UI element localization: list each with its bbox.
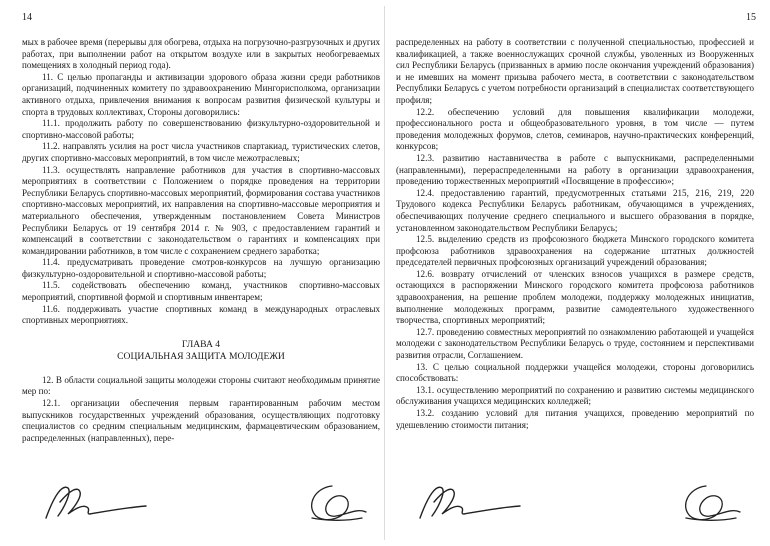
paragraph: 12.7. проведению совместных мероприятий по ознакомлению работающей и учащейся молодежи с законодательством Республики Беларусь о труде, состоянием и перспективами развития отрасли, Соглашением. <box>396 326 754 361</box>
signature-left-1 <box>42 478 152 528</box>
signature-left-2 <box>292 478 372 528</box>
paragraph: 12.2. обеспечению условий для повышения квалификации молодежи, профессионального роста и общеобразовательного уровня, в том числе — путем проведения молодежных форумов, слетов, семинаров, научно-практических конференций, конкурсов; <box>396 106 754 152</box>
paragraph: 12.3. развитию наставничества в работе с выпускниками, распределенными (направленными), перераспределенными на работу в организации здравоохранения, проведению торжественных мероприятий «Посвящение в профессию»; <box>396 152 754 187</box>
paragraph: мых в рабочее время (перерывы для обогрева, отдыха на погрузочно-разгрузочных и других работах, при выполнении работ на открытом воздухе или в закрытых необогреваемых помещениях в холодный период года). <box>22 37 380 71</box>
paragraph: 12.5. выделению средств из профсоюзного бюджета Минского городского комитета профсоюза работников здравоохранения на содержание штатных должностей председателей первичных профсоюзных организаций учреждений образования; <box>396 234 754 268</box>
paragraph: 12.4. предоставлению гарантий, предусмотренных статьями 215, 216, 219, 220 Трудового кодекса Республики Беларусь работникам, обучающимся в учреждениях, обеспечивающих получение среднего специального и высшего образования в порядке, установленном законодательством Республики Беларусь; <box>396 187 754 233</box>
paragraph: 11.2. направлять усилия на рост числа участников спартакиад, туристических слетов, других спортивно-массовых мероприятий, в том числе межотраслевых; <box>22 141 380 163</box>
left-page <box>22 0 382 546</box>
paragraph: 11.6. поддерживать участие спортивных команд в международных отраслевых спортивных мероприятиях. <box>22 303 380 326</box>
signature-right-1 <box>416 478 526 528</box>
page-number: 15 <box>746 12 756 23</box>
chapter-number: ГЛАВА 4 <box>181 338 221 350</box>
signature-right-2 <box>666 478 746 528</box>
paragraph: 12.6. возврату отчислений от членских взносов учащихся в размере средств, остающихся в распоряжении Минского городского комитета профсоюза работников здравоохранения, на решение проблем молодежи, поддержку молодежных инициатив, выполнение молодежных программ, развитие самодеятельного художественного творчества, спортивных мероприятий; <box>396 268 754 326</box>
right-page-text <box>396 37 754 431</box>
paragraph: 12.1. организации обеспечения первым гарантированным рабочим местом выпускников государственных учреждений образования, осуществляющих подготовку специалистов со средним специальным медицинским, фармацевтическим образованием, распределенных (направленных), пере- <box>22 398 380 443</box>
paragraph: 11.4. предусматривать проведение смотров-конкурсов на лучшую организацию физкультурно-оздоровительной и спортивно-массовой работы; <box>22 257 380 279</box>
paragraph: 11.5. содействовать обеспечению команд, участников спортивно-массовых мероприятий, спортивной формой и спортивным инвентарем; <box>22 280 380 303</box>
left-page-text <box>22 37 380 444</box>
paragraph: 13. С целью социальной поддержки учащейся молодежи, стороны договорились способствовать: <box>396 361 754 384</box>
chapter-title: СОЦИАЛЬНАЯ ЗАЩИТА МОЛОДЕЖИ <box>117 350 285 362</box>
right-page <box>396 0 756 546</box>
page-number: 14 <box>22 12 32 23</box>
paragraph: 11.3. осуществлять направление работников для участия в спортивно-массовых мероприятиях в соответствии с Положением о порядке проведения на территории Республики Беларусь спортивно-массовых мероприятий, формирования состава участников спортивно-массовых мероприятий, их направления на спортивно-массовые мероприятия и материального обеспечения, утвержденным постановлением Совета Министров Республики Беларусь от 19 сентября 2014 г. № 903, с предоставлением гарантий и компенсаций в соответствии с законодательством о гарантиях и компенсациях при командировании работников, в том числе с сохранением среднего заработка; <box>22 164 380 256</box>
page-divider <box>384 6 385 540</box>
paragraph: 12. В области социальной защиты молодежи стороны считают необходимым принятие мер по: <box>22 374 380 397</box>
paragraph: 11.1. продолжить работу по совершенствованию физкультурно-оздоровительной и спортивно-массовой работы; <box>22 118 380 140</box>
paragraph: 13.2. созданию условий для питания учащихся, проведению мероприятий по удешевлению стоимости питания; <box>396 408 754 430</box>
paragraph: 13.1. осуществлению мероприятий по сохранению и развитию системы медицинского обслуживания учащихся медицинских колледжей; <box>396 384 754 407</box>
paragraph: 11. С целью пропаганды и активизации здорового образа жизни среди работников организаций, подчиненных комитету по здравоохранению Мингорисполкома, организации активного отдыха, привлечения внимания к вопросам развития физической культуры и спорта в трудовых коллективах, Стороны договорились: <box>22 71 380 117</box>
paragraph: распределенных на работу в соответствии с полученной специальностью, профессией и квалификацией, а также военнослужащих срочной службы, уволенных из Вооруженных сил Республики Беларусь (призванных в армию после окончания учреждений образования) и не имевших на момент призыва рабочего места, в соответствии с законодательством Республики Беларусь с учетом потребности организаций в специалистах соответствующего профиля; <box>396 37 754 105</box>
